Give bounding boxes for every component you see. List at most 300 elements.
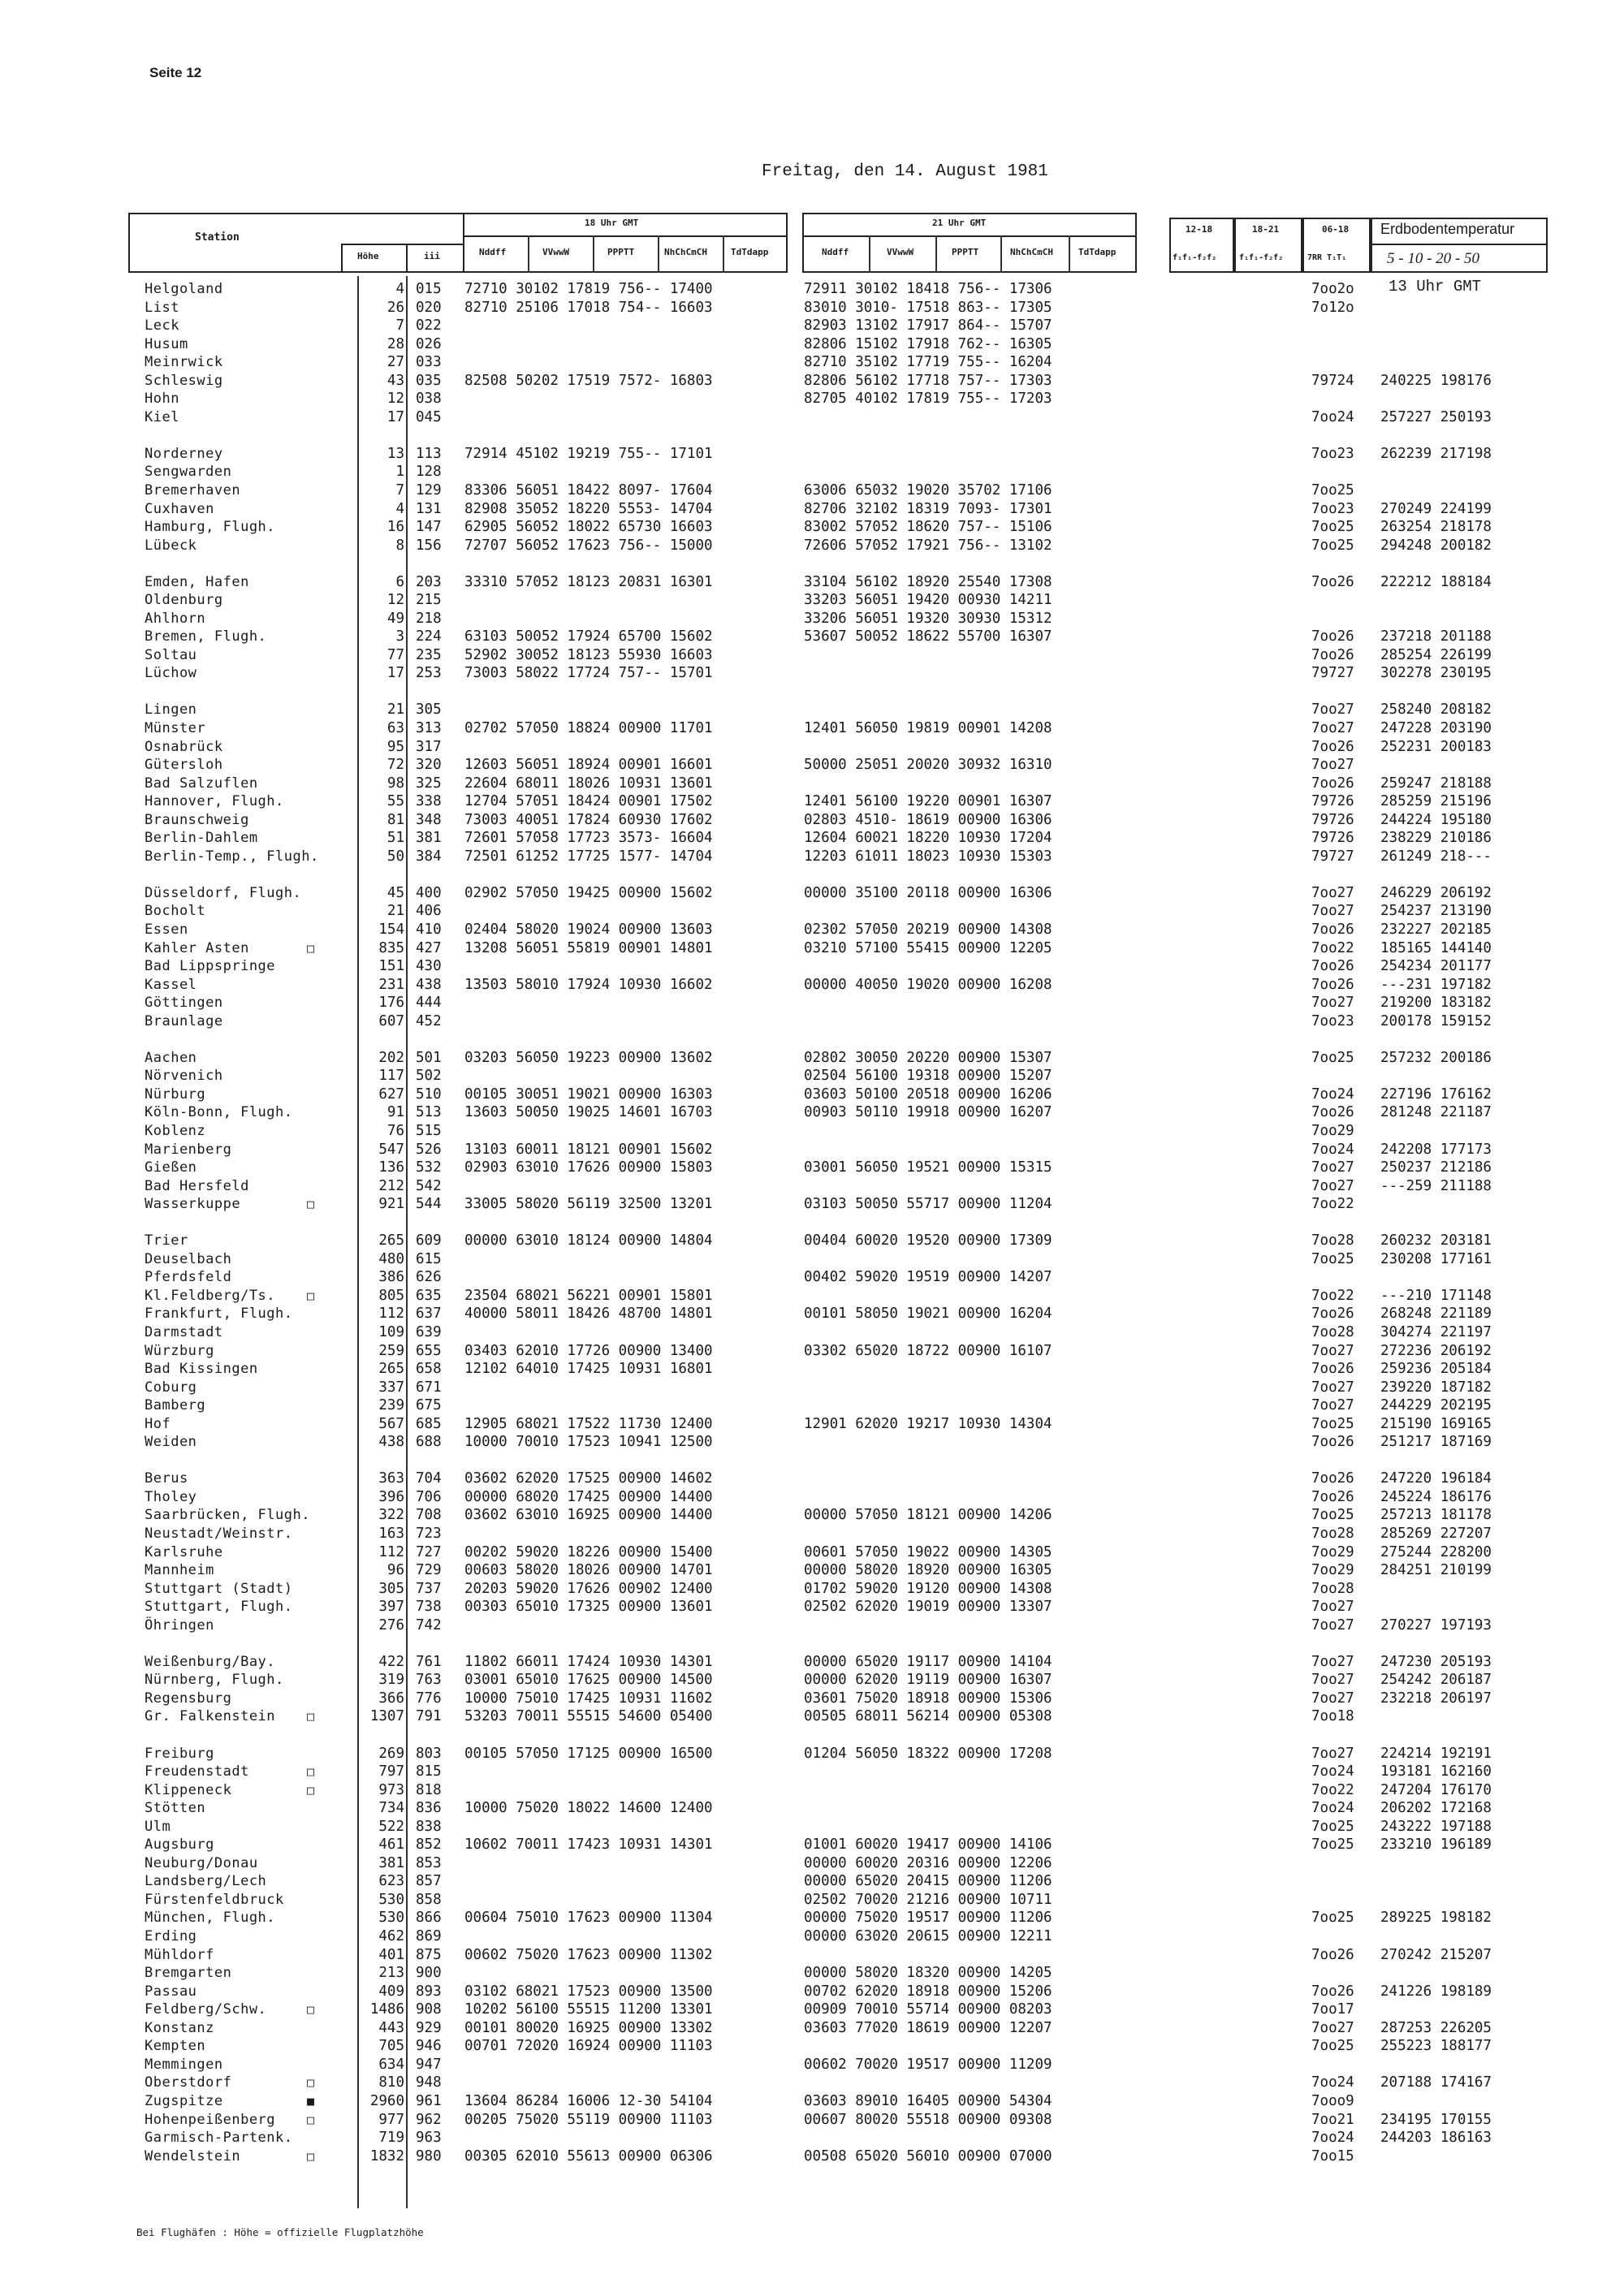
table-row <box>0 1983 1624 2000</box>
table-row <box>0 1342 1624 1360</box>
station-name: List <box>145 300 179 316</box>
station-name: Neustadt/Weinstr. <box>145 1526 293 1542</box>
obs-21gmt: 03001 56050 19521 00900 15315 <box>804 1159 1052 1176</box>
station-index: 224 <box>416 628 442 645</box>
station-height: 81 <box>387 812 404 828</box>
table-row <box>0 1305 1624 1323</box>
soil-temperature: 285269 227207 <box>1380 1526 1492 1542</box>
station-height: 386 <box>378 1269 404 1285</box>
obs-21gmt: 00000 57050 18121 00900 14206 <box>804 1507 1052 1523</box>
table-row <box>0 2111 1624 2129</box>
station-height: 12 <box>387 592 404 608</box>
obs-21gmt: 12401 56100 19220 00901 16307 <box>804 793 1052 809</box>
station-height: 1486 <box>369 2001 404 2018</box>
header-period-1218: 12-18 <box>1186 224 1213 235</box>
precip-group: 7oo25 <box>1311 1507 1354 1523</box>
station-name: Oberstdorf <box>145 2074 232 2091</box>
station-height: 50 <box>387 848 404 865</box>
station-height: 77 <box>387 647 404 663</box>
soil-temperature: 244224 195180 <box>1380 812 1492 828</box>
soil-temperature: 243222 197188 <box>1380 1819 1492 1835</box>
table-row <box>0 1085 1624 1103</box>
station-height: 443 <box>378 2020 404 2036</box>
station-height: 55 <box>387 793 404 809</box>
table-row <box>0 1707 1624 1725</box>
soil-temperature: 270227 197193 <box>1380 1617 1492 1634</box>
obs-18gmt: 72501 61252 17725 1577- 14704 <box>464 848 713 865</box>
station-height: 21 <box>387 701 404 718</box>
table-row <box>0 481 1624 499</box>
station-index: 544 <box>416 1196 442 1212</box>
station-name: Husum <box>145 336 188 352</box>
obs-21gmt: 12604 60021 18220 10930 17204 <box>804 830 1052 846</box>
table-row <box>0 1012 1624 1030</box>
station-index: 685 <box>416 1416 442 1432</box>
station-index: 803 <box>416 1746 442 1762</box>
precip-group: 7oo26 <box>1311 1306 1354 1322</box>
table-row <box>0 1872 1624 1890</box>
obs-21gmt: 00903 50110 19918 00900 16207 <box>804 1104 1052 1120</box>
table-row <box>0 939 1624 957</box>
station-index: 045 <box>416 409 442 425</box>
soil-temperature: 263254 218178 <box>1380 519 1492 535</box>
station-index: 253 <box>416 665 442 681</box>
table-row <box>0 628 1624 645</box>
obs-18gmt: 83306 56051 18422 8097- 17604 <box>464 482 713 498</box>
precip-group: 7oo27 <box>1311 1746 1354 1762</box>
station-name: Freiburg <box>145 1746 214 1762</box>
precip-group: 7oo27 <box>1311 1599 1354 1615</box>
station-index: 893 <box>416 1983 442 2000</box>
mountain-marker-icon: □ <box>307 1197 315 1211</box>
station-index: 452 <box>416 1013 442 1029</box>
station-index: 929 <box>416 2020 442 2036</box>
station-height: 45 <box>387 885 404 901</box>
header-col-vvwww: VVwwW <box>542 247 570 257</box>
obs-18gmt: 02903 63010 17626 00900 15803 <box>464 1159 713 1176</box>
header-col-nh-21: NhChCmCH <box>1010 247 1053 257</box>
soil-temperature: 224214 192191 <box>1380 1746 1492 1762</box>
station-index: 738 <box>416 1599 442 1615</box>
mountain-marker-icon: □ <box>307 2149 315 2164</box>
station-index: 513 <box>416 1104 442 1120</box>
soil-temperature: 268248 221189 <box>1380 1306 1492 1322</box>
obs-18gmt: 73003 40051 17824 60930 17602 <box>464 812 713 828</box>
obs-21gmt: 50000 25051 20020 30932 16310 <box>804 757 1052 773</box>
station-index: 501 <box>416 1050 442 1066</box>
obs-18gmt: 12905 68021 17522 11730 12400 <box>464 1416 713 1432</box>
precip-group: 7oo26 <box>1311 739 1354 755</box>
station-name: Mühldorf <box>145 1947 214 1963</box>
obs-18gmt: 33005 58020 56119 32500 13201 <box>464 1196 713 1212</box>
obs-18gmt: 63103 50052 17924 65700 15602 <box>464 628 713 645</box>
obs-18gmt: 12704 57051 18424 00901 17502 <box>464 793 713 809</box>
table-row <box>0 1103 1624 1121</box>
station-index: 962 <box>416 2112 442 2128</box>
station-index: 704 <box>416 1470 442 1487</box>
precip-group: 79726 <box>1311 812 1354 828</box>
station-height: 51 <box>387 830 404 846</box>
header-sub-2: f₁f₁-f₂f₂ <box>1239 253 1284 262</box>
station-height: 363 <box>378 1470 404 1487</box>
station-index: 858 <box>416 1892 442 1908</box>
obs-18gmt: 10602 70011 17423 10931 14301 <box>464 1836 713 1853</box>
station-name: Bad Hersfeld <box>145 1178 249 1194</box>
station-name: Darmstadt <box>145 1324 223 1340</box>
obs-18gmt: 62905 56052 18022 65730 16603 <box>464 519 713 535</box>
station-name: Göttingen <box>145 995 223 1011</box>
station-index: 515 <box>416 1123 442 1139</box>
station-height: 7 <box>395 482 404 498</box>
station-index: 637 <box>416 1306 442 1322</box>
soil-temperature: 241226 198189 <box>1380 1983 1492 2000</box>
station-name: Kahler Asten <box>145 940 249 956</box>
station-name: Marienberg <box>145 1142 232 1158</box>
station-name: Meinrwick <box>145 354 223 370</box>
station-index: 444 <box>416 995 442 1011</box>
station-index: 963 <box>416 2130 442 2146</box>
table-row <box>0 1141 1624 1159</box>
precip-group: 7oo27 <box>1311 757 1354 773</box>
station-name: München, Flugh. <box>145 1910 276 1926</box>
table-row <box>0 1232 1624 1249</box>
precip-group: 7oo27 <box>1311 720 1354 736</box>
station-index: 235 <box>416 647 442 663</box>
station-name: Feldberg/Schw. <box>145 2001 267 2018</box>
soil-temperature: 285254 226199 <box>1380 647 1492 663</box>
station-name: Leck <box>145 317 179 334</box>
precip-group: 7oo26 <box>1311 628 1354 645</box>
header-erdbodentemperatur: Erdbodentemperatur <box>1380 221 1515 237</box>
station-height: 522 <box>378 1819 404 1835</box>
obs-21gmt: 01204 56050 18322 00900 17208 <box>804 1746 1052 1762</box>
precip-group: 7oo26 <box>1311 1104 1354 1120</box>
obs-21gmt: 02302 57050 20219 00900 14308 <box>804 921 1052 938</box>
precip-group: 7oo29 <box>1311 1562 1354 1578</box>
station-index: 038 <box>416 391 442 407</box>
table-row <box>0 2092 1624 2110</box>
table-row <box>0 1195 1624 1213</box>
header-period-1821: 18-21 <box>1252 224 1280 235</box>
soil-temperature: 193181 162160 <box>1380 1763 1492 1780</box>
obs-21gmt: 83010 3010- 17518 863-- 17305 <box>804 300 1052 316</box>
obs-18gmt: 03602 62020 17525 00900 14602 <box>464 1470 713 1487</box>
table-row <box>0 1177 1624 1195</box>
station-height: 3 <box>395 628 404 645</box>
table-row <box>0 646 1624 664</box>
station-index: 635 <box>416 1288 442 1304</box>
soil-temperature: 275244 228200 <box>1380 1544 1492 1560</box>
station-height: 623 <box>378 1873 404 1889</box>
obs-21gmt: 00000 62020 19119 00900 16307 <box>804 1672 1052 1688</box>
station-height: 163 <box>378 1526 404 1542</box>
soil-temperature: 254237 213190 <box>1380 903 1492 919</box>
station-name: Soltau <box>145 647 197 663</box>
obs-21gmt: 00000 65020 19117 00900 14104 <box>804 1654 1052 1670</box>
table-row <box>0 811 1624 829</box>
table-row <box>0 1891 1624 1909</box>
station-index: 532 <box>416 1159 442 1176</box>
station-index: 818 <box>416 1782 442 1798</box>
table-row <box>0 1067 1624 1085</box>
station-height: 72 <box>387 757 404 773</box>
station-index: 526 <box>416 1142 442 1158</box>
station-name: Wendelstein <box>145 2148 241 2164</box>
obs-18gmt: 02902 57050 19425 00900 15602 <box>464 885 713 901</box>
precip-group: 7oo26 <box>1311 1361 1354 1377</box>
station-index: 791 <box>416 1708 442 1724</box>
station-index: 427 <box>416 940 442 956</box>
station-height: 63 <box>387 720 404 736</box>
precip-group: 7oo26 <box>1311 1489 1354 1505</box>
table-row <box>0 1671 1624 1689</box>
obs-18gmt: 12102 64010 17425 10931 16801 <box>464 1361 713 1377</box>
obs-21gmt: 33203 56051 19420 00930 14211 <box>804 592 1052 608</box>
soil-temperature: 245224 186176 <box>1380 1489 1492 1505</box>
station-height: 805 <box>378 1288 404 1304</box>
precip-group: 7oo25 <box>1311 1836 1354 1853</box>
obs-18gmt: 82508 50202 17519 7572- 16803 <box>464 373 713 389</box>
soil-temperature: 247220 196184 <box>1380 1470 1492 1487</box>
station-index: 020 <box>416 300 442 316</box>
footnote: Bei Flughäfen : Höhe = offizielle Flugplatzhöhe <box>136 2226 424 2238</box>
table-row <box>0 573 1624 591</box>
precip-group: 7oo28 <box>1311 1526 1354 1542</box>
table-row <box>0 792 1624 810</box>
station-height: 259 <box>378 1343 404 1359</box>
table-row <box>0 1909 1624 1927</box>
precip-group: 7oo27 <box>1311 2020 1354 2036</box>
table-row <box>0 299 1624 317</box>
station-height: 109 <box>378 1324 404 1340</box>
obs-21gmt: 00909 70010 55714 00900 08203 <box>804 2001 1052 2018</box>
station-height: 973 <box>378 1782 404 1798</box>
precip-group: 79724 <box>1311 373 1354 389</box>
table-row <box>0 701 1624 719</box>
station-index: 706 <box>416 1489 442 1505</box>
precip-group: 79727 <box>1311 848 1354 865</box>
station-index: 502 <box>416 1068 442 1084</box>
table-row <box>0 1580 1624 1598</box>
obs-21gmt: 02502 62020 19019 00900 13307 <box>804 1599 1052 1615</box>
station-name: Gr. Falkenstein <box>145 1708 276 1724</box>
precip-group: 7oo27 <box>1311 1654 1354 1670</box>
station-height: 13 <box>387 446 404 462</box>
station-height: 2960 <box>369 2093 404 2109</box>
header-erd-note: 13 Uhr GMT <box>1389 278 1482 296</box>
table-row <box>0 1287 1624 1305</box>
soil-temperature: 227196 176162 <box>1380 1086 1492 1103</box>
precip-group: 7oo28 <box>1311 1324 1354 1340</box>
table-row <box>0 1653 1624 1671</box>
obs-18gmt: 82908 35052 18220 5553- 14704 <box>464 501 713 517</box>
station-index: 384 <box>416 848 442 865</box>
station-index: 737 <box>416 1581 442 1597</box>
station-name: Kl.Feldberg/Ts. <box>145 1288 276 1304</box>
table-row <box>0 848 1624 865</box>
mountain-marker-icon: □ <box>307 1709 315 1724</box>
station-height: 4 <box>395 501 404 517</box>
station-index: 815 <box>416 1763 442 1780</box>
obs-21gmt: 00000 75020 19517 00900 11206 <box>804 1910 1052 1926</box>
obs-21gmt: 03603 50100 20518 00900 16206 <box>804 1086 1052 1103</box>
obs-18gmt: 00303 65010 17325 00900 13601 <box>464 1599 713 1615</box>
precip-group: 7oo27 <box>1311 885 1354 901</box>
table-row <box>0 1927 1624 1945</box>
obs-18gmt: 52902 30052 18123 55930 16603 <box>464 647 713 663</box>
obs-21gmt: 72606 57052 17921 756-- 13102 <box>804 537 1052 554</box>
table-row <box>0 756 1624 774</box>
obs-18gmt: 13208 56051 55819 00901 14801 <box>464 940 713 956</box>
precip-group: 7oo27 <box>1311 903 1354 919</box>
table-row <box>0 1159 1624 1176</box>
soil-temperature: 239220 187182 <box>1380 1379 1492 1396</box>
soil-temperature: 242208 177173 <box>1380 1142 1492 1158</box>
station-name: Hannover, Flugh. <box>145 793 284 809</box>
obs-21gmt: 82903 13102 17917 864-- 15707 <box>804 317 1052 334</box>
station-index: 035 <box>416 373 442 389</box>
obs-21gmt: 82705 40102 17819 755-- 17203 <box>804 391 1052 407</box>
station-height: 117 <box>378 1068 404 1084</box>
precip-group: 7oo26 <box>1311 1470 1354 1487</box>
obs-21gmt: 00000 35100 20118 00900 16306 <box>804 885 1052 901</box>
obs-18gmt: 03602 63010 16925 00900 14400 <box>464 1507 713 1523</box>
table-row <box>0 1379 1624 1396</box>
station-name: Koblenz <box>145 1123 206 1139</box>
precip-group: 7oo26 <box>1311 574 1354 590</box>
station-index: 639 <box>416 1324 442 1340</box>
soil-temperature: 259247 218188 <box>1380 775 1492 792</box>
obs-21gmt: 00607 80020 55518 00900 09308 <box>804 2112 1052 2128</box>
station-name: Berlin-Temp., Flugh. <box>145 848 319 865</box>
soil-temperature: 272236 206192 <box>1380 1343 1492 1359</box>
obs-18gmt: 12603 56051 18924 00901 16601 <box>464 757 713 773</box>
station-height: 8 <box>395 537 404 554</box>
table-row <box>0 738 1624 756</box>
station-name: Cuxhaven <box>145 501 214 517</box>
station-index: 400 <box>416 885 442 901</box>
station-name: Garmisch-Partenk. <box>145 2130 293 2146</box>
station-height: 265 <box>378 1361 404 1377</box>
precip-group: 7oo15 <box>1311 2148 1354 2164</box>
table-row <box>0 719 1624 737</box>
soil-temperature: 258240 208182 <box>1380 701 1492 718</box>
precip-group: 7oo23 <box>1311 1013 1354 1029</box>
station-height: 1832 <box>369 2148 404 2164</box>
station-name: Bremerhaven <box>145 482 241 498</box>
soil-temperature: 289225 198182 <box>1380 1910 1492 1926</box>
station-height: 438 <box>378 1434 404 1450</box>
precip-group: 7oo27 <box>1311 701 1354 718</box>
station-height: 95 <box>387 739 404 755</box>
obs-21gmt: 00404 60020 19520 00900 17309 <box>804 1232 1052 1249</box>
station-index: 128 <box>416 464 442 480</box>
mountain-marker-icon: □ <box>307 1764 315 1779</box>
table-row <box>0 1488 1624 1506</box>
station-height: 634 <box>378 2056 404 2073</box>
soil-temperature: 237218 201188 <box>1380 628 1492 645</box>
station-name: Freudenstadt <box>145 1763 249 1780</box>
station-height: 810 <box>378 2074 404 2091</box>
obs-18gmt: 03001 65010 17625 00900 14500 <box>464 1672 713 1688</box>
table-row <box>0 1396 1624 1414</box>
table-row <box>0 518 1624 536</box>
station-name: Bad Lippspringe <box>145 958 276 974</box>
precip-group: 7oo24 <box>1311 2130 1354 2146</box>
station-height: 112 <box>378 1544 404 1560</box>
soil-temperature: 254242 206187 <box>1380 1672 1492 1688</box>
table-row <box>0 884 1624 902</box>
header-col-nddff: Nddff <box>479 247 507 257</box>
station-height: 213 <box>378 1965 404 1981</box>
station-index: 869 <box>416 1928 442 1944</box>
precip-group: 7oo27 <box>1311 1690 1354 1707</box>
station-index: 947 <box>416 2056 442 2073</box>
precip-group: 7oo29 <box>1311 1544 1354 1560</box>
table-row <box>0 280 1624 298</box>
station-index: 857 <box>416 1873 442 1889</box>
station-name: Lübeck <box>145 537 197 554</box>
soil-temperature: 284251 210199 <box>1380 1562 1492 1578</box>
table-row <box>0 1506 1624 1524</box>
table-row <box>0 591 1624 609</box>
obs-18gmt: 40000 58011 18426 48700 14801 <box>464 1306 713 1322</box>
obs-18gmt: 00305 62010 55613 00900 06306 <box>464 2148 713 2164</box>
obs-18gmt: 72707 56052 17623 756-- 15000 <box>464 537 713 554</box>
station-height: 16 <box>387 519 404 535</box>
station-height: 112 <box>378 1306 404 1322</box>
station-index: 609 <box>416 1232 442 1249</box>
table-row <box>0 1964 1624 1982</box>
table-row <box>0 1268 1624 1286</box>
table-row <box>0 2074 1624 2091</box>
station-name: Deuselbach <box>145 1251 232 1267</box>
table-row <box>0 1525 1624 1543</box>
table-row <box>0 1946 1624 1964</box>
station-height: 28 <box>387 336 404 352</box>
obs-18gmt: 00603 58020 18026 00900 14701 <box>464 1562 713 1578</box>
station-name: Gießen <box>145 1159 197 1176</box>
station-height: 96 <box>387 1562 404 1578</box>
soil-temperature: ---210 171148 <box>1380 1288 1492 1304</box>
station-index: 320 <box>416 757 442 773</box>
date-line: Freitag, den 14. August 1981 <box>762 162 1048 181</box>
table-row <box>0 610 1624 628</box>
station-height: 202 <box>378 1050 404 1066</box>
station-name: Tholey <box>145 1489 197 1505</box>
table-row <box>0 500 1624 518</box>
mountain-marker-icon: □ <box>307 2002 315 2017</box>
station-name: Schleswig <box>145 373 223 389</box>
soil-temperature: 304274 221197 <box>1380 1324 1492 1340</box>
obs-18gmt: 72914 45102 19219 755-- 17101 <box>464 446 713 462</box>
obs-18gmt: 10000 75010 17425 10931 11602 <box>464 1690 713 1707</box>
station-height: 49 <box>387 611 404 627</box>
header-period-0618: 06-18 <box>1322 224 1350 235</box>
station-index: 033 <box>416 354 442 370</box>
station-index: 658 <box>416 1361 442 1377</box>
station-height: 212 <box>378 1178 404 1194</box>
obs-18gmt: 00202 59020 18226 00900 15400 <box>464 1544 713 1560</box>
obs-18gmt: 00105 57050 17125 00900 16500 <box>464 1746 713 1762</box>
precip-group: 7oo25 <box>1311 1251 1354 1267</box>
obs-18gmt: 00000 68020 17425 00900 14400 <box>464 1489 713 1505</box>
header-18-uhr: 18 Uhr GMT <box>585 218 639 228</box>
header-col-vvwww-21: VVwwW <box>887 247 914 257</box>
station-name: Gütersloh <box>145 757 223 773</box>
station-index: 776 <box>416 1690 442 1707</box>
station-height: 136 <box>378 1159 404 1176</box>
